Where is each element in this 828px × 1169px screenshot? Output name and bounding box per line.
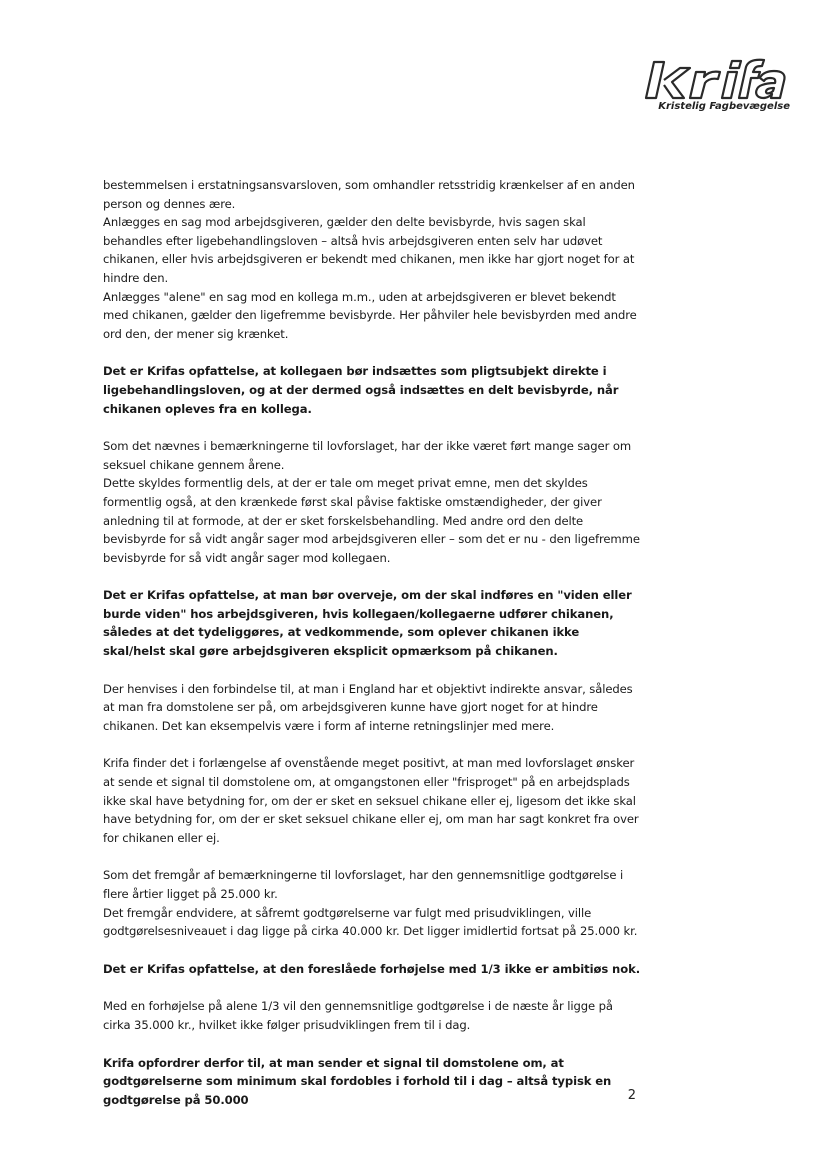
krifa-logo xyxy=(640,58,790,116)
text-section xyxy=(103,754,640,847)
text-section xyxy=(103,866,640,940)
krifa-wordmark-graphic xyxy=(640,58,790,104)
bold-statement xyxy=(103,362,640,418)
page-number: 2 xyxy=(627,1088,636,1103)
text-section xyxy=(103,997,640,1034)
paragraph: Krifa opfordrer derfor til, at man sender et signal til domstolene om, at godtgørelserne som minimum skal fordobles i forhold til i dag – altså typisk en godtgørelse på 50.000 xyxy=(103,1055,612,1107)
bold-statement xyxy=(103,1054,640,1110)
paragraph: Det er Krifas opfattelse, at den foreslåede forhøjelse med 1/3 ikke er ambitiøs nok. xyxy=(103,961,640,976)
paragraph: Med en forhøjelse på alene 1/3 vil den gennemsnitlige godtgørelse i de næste år ligge på cirka 35.000 kr., hvilket ikke følger prisudviklingen frem til i dag. xyxy=(103,999,613,1032)
paragraph: Det er Krifas opfattelse, at kollegaen bør indsættes som pligtsubjekt direkte i ligebehandlingsloven, og at der dermed også indsættes en delt bevisbyrde, når chikanen opleves fra en kollega. xyxy=(103,364,619,416)
document-body xyxy=(103,176,640,1128)
text-section xyxy=(103,437,640,567)
paragraph: Som det fremgår af bemærkningerne til lovforslaget, har den gennemsnitlige godtgørelse i flere årtier ligget på 25.000 kr. xyxy=(103,868,624,901)
paragraph: Der henvises i den forbindelse til, at man i England har et objektivt indirekte ansvar, således at man fra domstolene ser på, om arbejdsgiveren kunne have gjort noget for at hindre chikanen. Det kan eksempelvis være i form af interne retningslinjer med mere. xyxy=(103,681,633,733)
paragraph: Dette skyldes formentlig dels, at der er tale om meget privat emne, men det skyldes formentlig også, at den krænkede først skal påvise faktiske omstændigheder, der giver anledning til at formode, at der er sket forskelsbehandling. Med andre ord den delte bevisbyrde for så vidt angår sager mod arbejdsgiveren eller – som det er nu - den ligefremme bevisbyrde for så vidt angår sager mod kollegaen. xyxy=(103,476,640,565)
paragraph: Anlægges "alene" en sag mod en kollega m.m., uden at arbejdsgiveren er blevet bekendt med chikanen, gælder den ligefremme bevisbyrde. Her påhviler hele bevisbyrden med andre ord den, der mener sig krænket. xyxy=(103,289,637,341)
paragraph: Det fremgår endvidere, at såfremt godtgørelserne var fulgt med prisudviklingen, ville godtgørelsesniveauet i dag ligge på cirka 40.000 kr. Det ligger imidlertid fortsat på 25.000 kr. xyxy=(103,905,638,939)
bold-statement xyxy=(103,586,640,660)
text-section xyxy=(103,680,640,736)
paragraph: Krifa finder det i forlængelse af ovenstående meget positivt, at man med lovforslaget ønsker at sende et signal til domstolene om, at omgangstonen eller "frisproget" på en arbejdsplads ikke skal have betydning for, om der er sket en seksuel chikane eller ej, ligesom det ikke skal have betydning for, om der er sket seksuel chikane eller ej, om man har sagt konkret fra over for chikanen eller ej. xyxy=(103,756,639,845)
paragraph: Det er Krifas opfattelse, at man bør overveje, om der skal indføres en "viden eller burde viden" hos arbejdsgiveren, hvis kollegaen/kollegaerne udfører chikanen, således at det tydeliggøres, at vedkommende, som oplever chikanen ikke skal/helst skal gøre arbejdsgiveren eksplicit opmærksom på chikanen. xyxy=(103,588,632,659)
paragraph: Som det nævnes i bemærkningerne til lovforslaget, har der ikke været ført mange sager om seksuel chikane gennem årene. xyxy=(103,439,632,472)
text-section xyxy=(103,176,640,343)
logo-tagline: Kristelig Fagbevægelse xyxy=(658,101,790,112)
paragraph: bestemmelsen i erstatningsansvarsloven, som omhandler retsstridig krænkelser af en anden person og dennes ære. xyxy=(103,178,635,211)
bold-statement xyxy=(103,960,640,979)
paragraph: Anlægges en sag mod arbejdsgiveren, gælder den delte bevisbyrde, hvis sagen skal behandles efter ligebehandlingsloven – altså hvis arbejdsgiveren enten selv har udøvet chikanen, eller hvis arbejdsgiveren er bekendt med chikanen, men ikke har gjort noget for at hindre den. xyxy=(103,215,635,285)
